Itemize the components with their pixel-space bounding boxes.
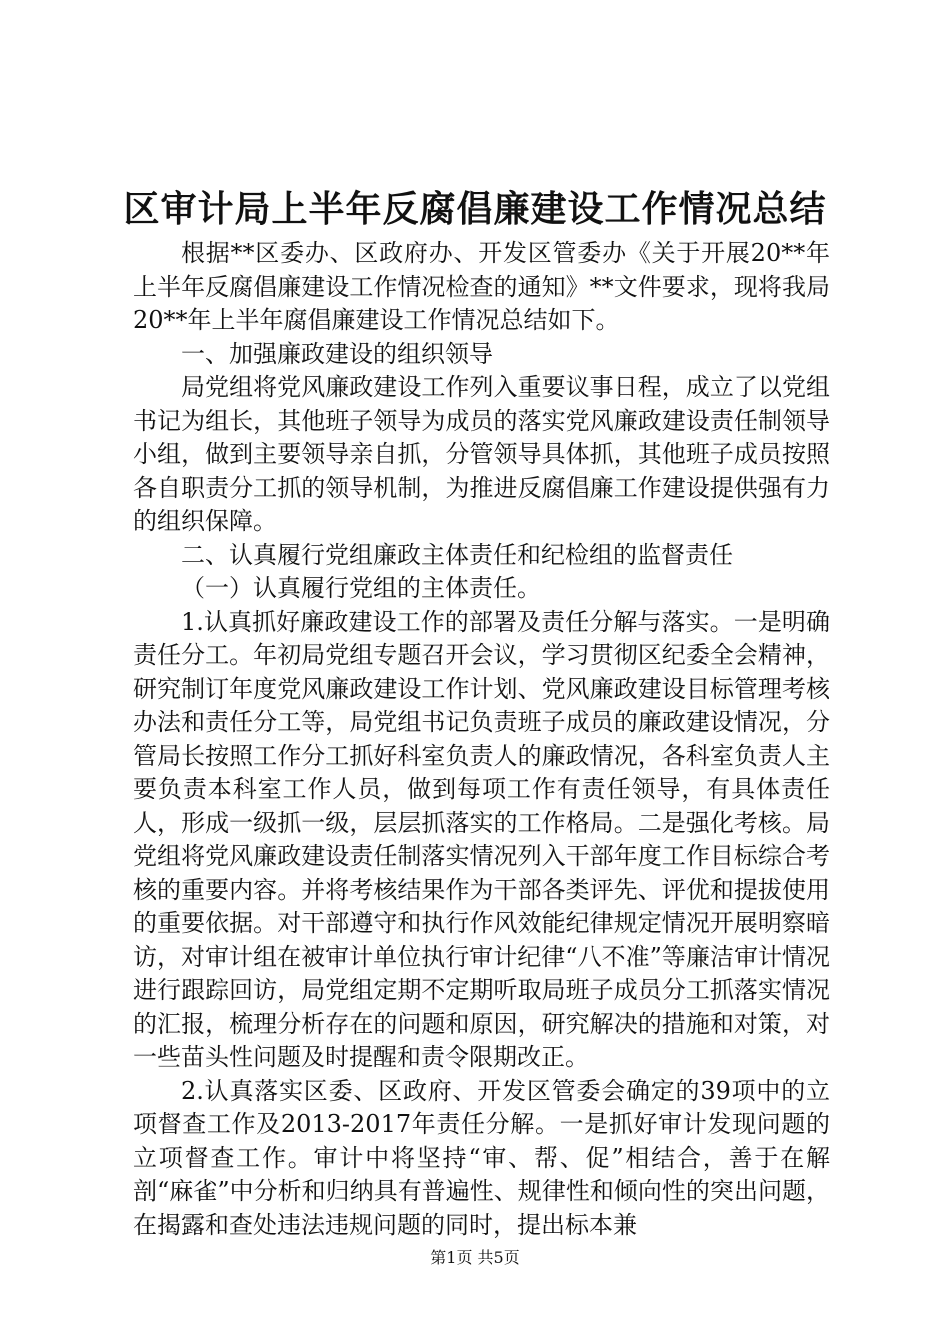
paragraph-intro: 根据**区委办、区政府办、开发区管委办《关于开展20**年上半年反腐倡廉建设工作情况检查的通知》**文件要求，现将我局20**年上半年腐倡廉建设工作情况总结如下。	[133, 239, 830, 334]
section-heading-2: 二、认真履行党组廉政主体责任和纪检组的监督责任	[181, 540, 733, 569]
document-title: 区审计局上半年反腐倡廉建设工作情况总结	[123, 188, 827, 230]
paragraph-item-1: 1.认真抓好廉政建设工作的部署及责任分解与落实。一是明确责任分工。年初局党组专题召开会议，学习贯彻区纪委全会精神，研究制订年度党风廉政建设工作计划、党风廉政建设目标管理考核办法和责任分工等，局党组书记负责班子成员的廉政建设情况，分管局长按照工作分工抓好科室负责人的廉政情况，各科室负责人主要负责本科室工作人员，做到每项工作有责任领导，有具体责任人，形成一级抓一级，层层抓落实的工作格局。二是强化考核。局党组将党风廉政建设责任制落实情况列入干部年度工作目标综合考核的重要内容。并将考核结果作为干部各类评先、评优和提拔使用的重要依据。对干部遵守和执行作风效能纪律规定情况开展明察暗访，对审计组在被审计单位执行审计纪律“八不准”等廉洁审计情况进行跟踪回访，局党组定期不定期听取局班子成员分工抓落实情况的汇报，梳理分析存在的问题和原因，研究解决的措施和对策，对一些苗头性问题及时提醒和责令限期改正。	[133, 607, 830, 1071]
subsection-heading-1: （一）认真履行党组的主体责任。	[181, 574, 541, 602]
document-body	[133, 237, 830, 1242]
paragraph-leadership: 局党组将党风廉政建设工作列入重要议事日程，成立了以党组书记为组长，其他班子领导为成员的落实党风廉政建设责任制领导小组，做到主要领导亲自抓，分管领导具体抓，其他班子成员按照各自职责分工抓的领导机制，为推进反腐倡廉工作建设提供强有力的组织保障。	[133, 373, 830, 535]
paragraph-item-2: 2.认真落实区委、区政府、开发区管委会确定的39项中的立项督查工作及2013-2017年责任分解。一是抓好审计发现问题的立项督查工作。审计中将坚持“审、帮、促”相结合，善于在解剖“麻雀”中分析和归纳具有普遍性、规律性和倾向性的突出问题，在揭露和查处违法违规问题的同时，提出标本兼	[133, 1076, 830, 1239]
section-heading-1: 一、加强廉政建设的组织领导	[181, 339, 493, 368]
page-footer: 第1页 共5页	[430, 1248, 520, 1267]
